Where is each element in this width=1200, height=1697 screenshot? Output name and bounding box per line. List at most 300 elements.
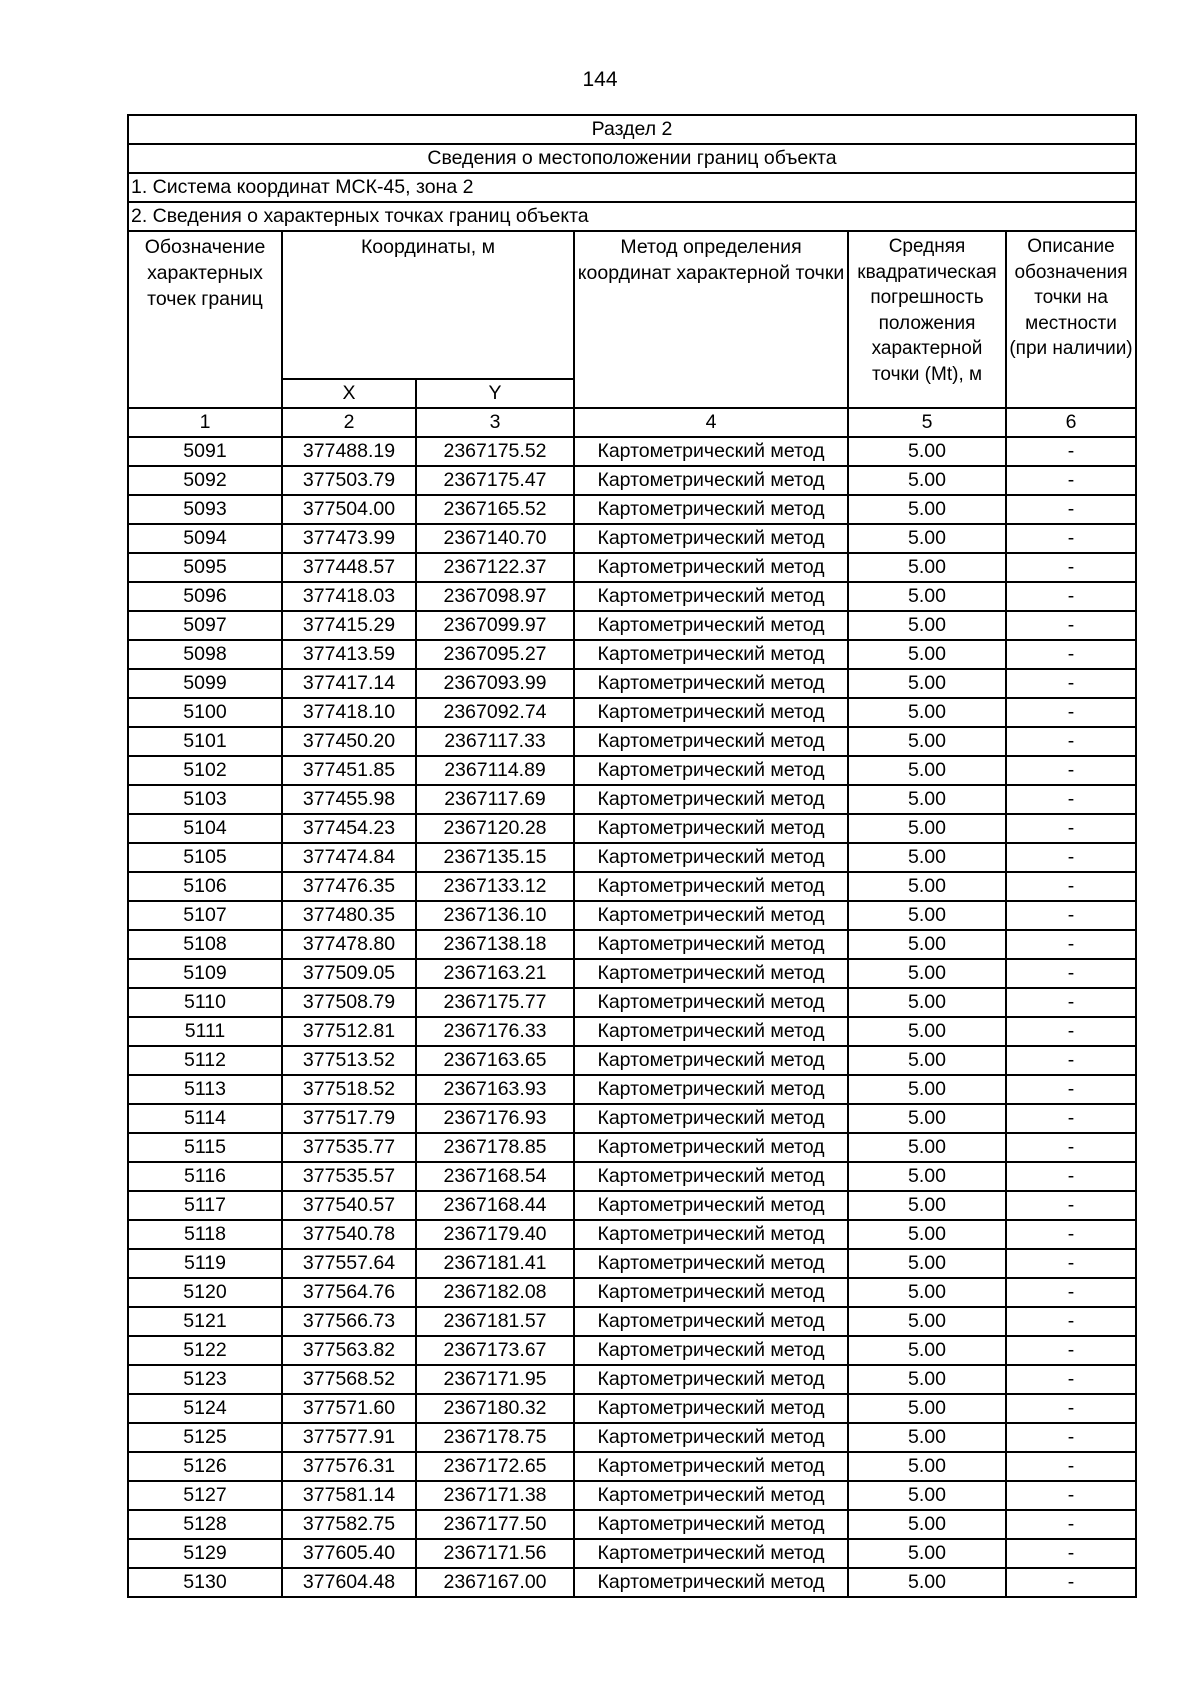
cell-method: Картометрический метод bbox=[574, 466, 848, 495]
cell-point: 5124 bbox=[128, 1394, 282, 1423]
table-row bbox=[128, 698, 1136, 727]
cell-error: 5.00 bbox=[848, 1481, 1006, 1510]
section-subtitle-row bbox=[128, 144, 1136, 173]
cell-x: 377571.60 bbox=[282, 1394, 416, 1423]
cell-point: 5115 bbox=[128, 1133, 282, 1162]
column-number: 6 bbox=[1006, 408, 1136, 437]
table-row bbox=[128, 466, 1136, 495]
cell-error: 5.00 bbox=[848, 1365, 1006, 1394]
cell-description: - bbox=[1006, 553, 1136, 582]
cell-method: Картометрический метод bbox=[574, 872, 848, 901]
table-row bbox=[128, 1510, 1136, 1539]
cell-x: 377508.79 bbox=[282, 988, 416, 1017]
cell-method: Картометрический метод bbox=[574, 1481, 848, 1510]
table-row bbox=[128, 1481, 1136, 1510]
cell-error: 5.00 bbox=[848, 1220, 1006, 1249]
cell-error: 5.00 bbox=[848, 1510, 1006, 1539]
cell-point: 5109 bbox=[128, 959, 282, 988]
table-row bbox=[128, 640, 1136, 669]
cell-y: 2367181.41 bbox=[416, 1249, 574, 1278]
cell-method: Картометрический метод bbox=[574, 1046, 848, 1075]
cell-x: 377605.40 bbox=[282, 1539, 416, 1568]
cell-x: 377557.64 bbox=[282, 1249, 416, 1278]
table-row bbox=[128, 1307, 1136, 1336]
cell-y: 2367171.56 bbox=[416, 1539, 574, 1568]
coordinate-system-row bbox=[128, 173, 1136, 202]
table-row bbox=[128, 1075, 1136, 1104]
cell-description: - bbox=[1006, 1046, 1136, 1075]
column-number: 1 bbox=[128, 408, 282, 437]
cell-x: 377476.35 bbox=[282, 872, 416, 901]
table-row bbox=[128, 495, 1136, 524]
table-row bbox=[128, 1191, 1136, 1220]
cell-x: 377474.84 bbox=[282, 843, 416, 872]
cell-point: 5129 bbox=[128, 1539, 282, 1568]
cell-error: 5.00 bbox=[848, 814, 1006, 843]
cell-description: - bbox=[1006, 466, 1136, 495]
cell-error: 5.00 bbox=[848, 553, 1006, 582]
cell-y: 2367138.18 bbox=[416, 930, 574, 959]
cell-point: 5119 bbox=[128, 1249, 282, 1278]
table-row bbox=[128, 1133, 1136, 1162]
cell-y: 2367171.95 bbox=[416, 1365, 574, 1394]
header-description: Описание обозначения точки на местности (при наличии) bbox=[1006, 231, 1136, 408]
cell-method: Картометрический метод bbox=[574, 843, 848, 872]
cell-description: - bbox=[1006, 640, 1136, 669]
table-row bbox=[128, 1452, 1136, 1481]
table-row bbox=[128, 1278, 1136, 1307]
cell-x: 377480.35 bbox=[282, 901, 416, 930]
cell-y: 2367178.85 bbox=[416, 1133, 574, 1162]
cell-description: - bbox=[1006, 1394, 1136, 1423]
cell-error: 5.00 bbox=[848, 437, 1006, 466]
cell-description: - bbox=[1006, 1423, 1136, 1452]
table-row bbox=[128, 901, 1136, 930]
cell-method: Картометрический метод bbox=[574, 1191, 848, 1220]
cell-error: 5.00 bbox=[848, 1046, 1006, 1075]
cell-error: 5.00 bbox=[848, 1075, 1006, 1104]
points-info-label: 2. Сведения о характерных точках границ объекта bbox=[128, 202, 1136, 231]
cell-description: - bbox=[1006, 872, 1136, 901]
table-row bbox=[128, 1017, 1136, 1046]
cell-description: - bbox=[1006, 611, 1136, 640]
cell-method: Картометрический метод bbox=[574, 640, 848, 669]
table-row bbox=[128, 1162, 1136, 1191]
cell-point: 5100 bbox=[128, 698, 282, 727]
cell-error: 5.00 bbox=[848, 872, 1006, 901]
cell-y: 2367175.52 bbox=[416, 437, 574, 466]
column-number: 3 bbox=[416, 408, 574, 437]
cell-error: 5.00 bbox=[848, 611, 1006, 640]
cell-error: 5.00 bbox=[848, 785, 1006, 814]
table-row bbox=[128, 1104, 1136, 1133]
cell-y: 2367171.38 bbox=[416, 1481, 574, 1510]
cell-description: - bbox=[1006, 901, 1136, 930]
cell-x: 377513.52 bbox=[282, 1046, 416, 1075]
cell-point: 5093 bbox=[128, 495, 282, 524]
cell-error: 5.00 bbox=[848, 1162, 1006, 1191]
cell-y: 2367177.50 bbox=[416, 1510, 574, 1539]
cell-x: 377509.05 bbox=[282, 959, 416, 988]
cell-method: Картометрический метод bbox=[574, 727, 848, 756]
cell-method: Картометрический метод bbox=[574, 1133, 848, 1162]
cell-y: 2367163.93 bbox=[416, 1075, 574, 1104]
cell-y: 2367182.08 bbox=[416, 1278, 574, 1307]
table-row bbox=[128, 1046, 1136, 1075]
cell-point: 5101 bbox=[128, 727, 282, 756]
cell-error: 5.00 bbox=[848, 1249, 1006, 1278]
cell-point: 5096 bbox=[128, 582, 282, 611]
points-info-row bbox=[128, 202, 1136, 231]
cell-point: 5107 bbox=[128, 901, 282, 930]
table-row bbox=[128, 1365, 1136, 1394]
cell-point: 5092 bbox=[128, 466, 282, 495]
cell-x: 377450.20 bbox=[282, 727, 416, 756]
cell-method: Картометрический метод bbox=[574, 1452, 848, 1481]
cell-error: 5.00 bbox=[848, 1133, 1006, 1162]
cell-method: Картометрический метод bbox=[574, 1423, 848, 1452]
header-method: Метод определения координат характерной точки bbox=[574, 231, 848, 408]
cell-method: Картометрический метод bbox=[574, 814, 848, 843]
cell-description: - bbox=[1006, 1365, 1136, 1394]
cell-method: Картометрический метод bbox=[574, 524, 848, 553]
header-point: Обозначение характерных точек границ bbox=[128, 231, 282, 408]
cell-description: - bbox=[1006, 814, 1136, 843]
cell-description: - bbox=[1006, 1133, 1136, 1162]
coordinate-system-label: 1. Система координат МСК-45, зона 2 bbox=[128, 173, 1136, 202]
cell-x: 377563.82 bbox=[282, 1336, 416, 1365]
cell-x: 377540.78 bbox=[282, 1220, 416, 1249]
table-row bbox=[128, 1423, 1136, 1452]
cell-y: 2367140.70 bbox=[416, 524, 574, 553]
cell-x: 377473.99 bbox=[282, 524, 416, 553]
cell-point: 5114 bbox=[128, 1104, 282, 1133]
cell-y: 2367122.37 bbox=[416, 553, 574, 582]
table-row bbox=[128, 1539, 1136, 1568]
cell-method: Картометрический метод bbox=[574, 1162, 848, 1191]
cell-description: - bbox=[1006, 785, 1136, 814]
table-row bbox=[128, 959, 1136, 988]
table-row bbox=[128, 843, 1136, 872]
cell-y: 2367180.32 bbox=[416, 1394, 574, 1423]
section-title: Раздел 2 bbox=[128, 115, 1136, 144]
cell-y: 2367136.10 bbox=[416, 901, 574, 930]
cell-error: 5.00 bbox=[848, 1539, 1006, 1568]
cell-description: - bbox=[1006, 843, 1136, 872]
cell-point: 5125 bbox=[128, 1423, 282, 1452]
table-row bbox=[128, 988, 1136, 1017]
cell-point: 5098 bbox=[128, 640, 282, 669]
cell-y: 2367135.15 bbox=[416, 843, 574, 872]
cell-method: Картометрический метод bbox=[574, 1104, 848, 1133]
cell-x: 377577.91 bbox=[282, 1423, 416, 1452]
cell-point: 5121 bbox=[128, 1307, 282, 1336]
table-row bbox=[128, 756, 1136, 785]
cell-point: 5091 bbox=[128, 437, 282, 466]
cell-error: 5.00 bbox=[848, 756, 1006, 785]
cell-method: Картометрический метод bbox=[574, 1278, 848, 1307]
cell-error: 5.00 bbox=[848, 669, 1006, 698]
cell-description: - bbox=[1006, 495, 1136, 524]
cell-description: - bbox=[1006, 930, 1136, 959]
cell-description: - bbox=[1006, 437, 1136, 466]
cell-y: 2367114.89 bbox=[416, 756, 574, 785]
cell-point: 5111 bbox=[128, 1017, 282, 1046]
cell-description: - bbox=[1006, 1568, 1136, 1597]
cell-x: 377517.79 bbox=[282, 1104, 416, 1133]
cell-error: 5.00 bbox=[848, 1191, 1006, 1220]
cell-description: - bbox=[1006, 959, 1136, 988]
cell-method: Картометрический метод bbox=[574, 785, 848, 814]
column-number: 4 bbox=[574, 408, 848, 437]
cell-description: - bbox=[1006, 1278, 1136, 1307]
cell-x: 377448.57 bbox=[282, 553, 416, 582]
cell-description: - bbox=[1006, 1307, 1136, 1336]
cell-description: - bbox=[1006, 1104, 1136, 1133]
cell-description: - bbox=[1006, 524, 1136, 553]
cell-y: 2367117.69 bbox=[416, 785, 574, 814]
cell-error: 5.00 bbox=[848, 901, 1006, 930]
cell-y: 2367178.75 bbox=[416, 1423, 574, 1452]
cell-point: 5105 bbox=[128, 843, 282, 872]
cell-error: 5.00 bbox=[848, 1423, 1006, 1452]
section-title-row bbox=[128, 115, 1136, 144]
cell-point: 5127 bbox=[128, 1481, 282, 1510]
cell-error: 5.00 bbox=[848, 495, 1006, 524]
cell-x: 377451.85 bbox=[282, 756, 416, 785]
cell-point: 5102 bbox=[128, 756, 282, 785]
cell-point: 5104 bbox=[128, 814, 282, 843]
cell-y: 2367120.28 bbox=[416, 814, 574, 843]
cell-description: - bbox=[1006, 1249, 1136, 1278]
cell-point: 5122 bbox=[128, 1336, 282, 1365]
cell-method: Картометрический метод bbox=[574, 698, 848, 727]
cell-method: Картометрический метод bbox=[574, 1365, 848, 1394]
cell-error: 5.00 bbox=[848, 959, 1006, 988]
cell-method: Картометрический метод bbox=[574, 959, 848, 988]
table-row bbox=[128, 553, 1136, 582]
cell-error: 5.00 bbox=[848, 930, 1006, 959]
cell-description: - bbox=[1006, 1481, 1136, 1510]
cell-point: 5116 bbox=[128, 1162, 282, 1191]
cell-y: 2367176.33 bbox=[416, 1017, 574, 1046]
cell-x: 377512.81 bbox=[282, 1017, 416, 1046]
cell-x: 377568.52 bbox=[282, 1365, 416, 1394]
cell-x: 377582.75 bbox=[282, 1510, 416, 1539]
cell-point: 5110 bbox=[128, 988, 282, 1017]
cell-y: 2367093.99 bbox=[416, 669, 574, 698]
cell-y: 2367173.67 bbox=[416, 1336, 574, 1365]
cell-x: 377478.80 bbox=[282, 930, 416, 959]
cell-method: Картометрический метод bbox=[574, 611, 848, 640]
table-row bbox=[128, 930, 1136, 959]
cell-x: 377504.00 bbox=[282, 495, 416, 524]
table-row bbox=[128, 872, 1136, 901]
cell-point: 5118 bbox=[128, 1220, 282, 1249]
cell-description: - bbox=[1006, 698, 1136, 727]
cell-method: Картометрический метод bbox=[574, 1394, 848, 1423]
coordinates-table bbox=[127, 114, 1137, 1598]
cell-x: 377455.98 bbox=[282, 785, 416, 814]
cell-method: Картометрический метод bbox=[574, 988, 848, 1017]
cell-point: 5123 bbox=[128, 1365, 282, 1394]
cell-point: 5130 bbox=[128, 1568, 282, 1597]
cell-error: 5.00 bbox=[848, 727, 1006, 756]
table-row bbox=[128, 524, 1136, 553]
cell-description: - bbox=[1006, 582, 1136, 611]
cell-error: 5.00 bbox=[848, 1307, 1006, 1336]
cell-point: 5106 bbox=[128, 872, 282, 901]
cell-error: 5.00 bbox=[848, 640, 1006, 669]
cell-x: 377488.19 bbox=[282, 437, 416, 466]
cell-description: - bbox=[1006, 988, 1136, 1017]
cell-method: Картометрический метод bbox=[574, 669, 848, 698]
cell-description: - bbox=[1006, 1220, 1136, 1249]
table-row bbox=[128, 1336, 1136, 1365]
cell-y: 2367175.77 bbox=[416, 988, 574, 1017]
table-row bbox=[128, 437, 1136, 466]
cell-x: 377418.10 bbox=[282, 698, 416, 727]
cell-description: - bbox=[1006, 1510, 1136, 1539]
cell-point: 5103 bbox=[128, 785, 282, 814]
cell-y: 2367168.54 bbox=[416, 1162, 574, 1191]
cell-y: 2367168.44 bbox=[416, 1191, 574, 1220]
cell-x: 377454.23 bbox=[282, 814, 416, 843]
cell-description: - bbox=[1006, 1336, 1136, 1365]
cell-point: 5113 bbox=[128, 1075, 282, 1104]
cell-y: 2367163.65 bbox=[416, 1046, 574, 1075]
table-row bbox=[128, 727, 1136, 756]
cell-point: 5099 bbox=[128, 669, 282, 698]
cell-error: 5.00 bbox=[848, 1336, 1006, 1365]
cell-point: 5094 bbox=[128, 524, 282, 553]
cell-y: 2367133.12 bbox=[416, 872, 574, 901]
cell-y: 2367095.27 bbox=[416, 640, 574, 669]
cell-method: Картометрический метод bbox=[574, 1307, 848, 1336]
cell-error: 5.00 bbox=[848, 843, 1006, 872]
cell-y: 2367172.65 bbox=[416, 1452, 574, 1481]
cell-point: 5117 bbox=[128, 1191, 282, 1220]
header-error: Средняя квадратическая погрешность положения характерной точки (Mt), м bbox=[848, 231, 1006, 408]
section-subtitle: Сведения о местоположении границ объекта bbox=[128, 144, 1136, 173]
cell-x: 377566.73 bbox=[282, 1307, 416, 1336]
cell-method: Картометрический метод bbox=[574, 756, 848, 785]
column-number: 2 bbox=[282, 408, 416, 437]
cell-y: 2367117.33 bbox=[416, 727, 574, 756]
cell-x: 377413.59 bbox=[282, 640, 416, 669]
cell-y: 2367098.97 bbox=[416, 582, 574, 611]
cell-error: 5.00 bbox=[848, 698, 1006, 727]
column-header-row bbox=[128, 231, 1136, 379]
table-row bbox=[128, 669, 1136, 698]
table-row bbox=[128, 785, 1136, 814]
cell-method: Картометрический метод bbox=[574, 901, 848, 930]
cell-x: 377535.77 bbox=[282, 1133, 416, 1162]
cell-y: 2367099.97 bbox=[416, 611, 574, 640]
cell-x: 377518.52 bbox=[282, 1075, 416, 1104]
cell-point: 5108 bbox=[128, 930, 282, 959]
column-number: 5 bbox=[848, 408, 1006, 437]
cell-point: 5112 bbox=[128, 1046, 282, 1075]
cell-y: 2367175.47 bbox=[416, 466, 574, 495]
cell-error: 5.00 bbox=[848, 1278, 1006, 1307]
cell-error: 5.00 bbox=[848, 1104, 1006, 1133]
cell-error: 5.00 bbox=[848, 466, 1006, 495]
cell-x: 377535.57 bbox=[282, 1162, 416, 1191]
cell-method: Картометрический метод bbox=[574, 1075, 848, 1104]
cell-method: Картометрический метод bbox=[574, 582, 848, 611]
cell-error: 5.00 bbox=[848, 1017, 1006, 1046]
cell-x: 377604.48 bbox=[282, 1568, 416, 1597]
cell-x: 377415.29 bbox=[282, 611, 416, 640]
cell-description: - bbox=[1006, 1539, 1136, 1568]
column-numbers-row bbox=[128, 408, 1136, 437]
cell-x: 377576.31 bbox=[282, 1452, 416, 1481]
cell-description: - bbox=[1006, 669, 1136, 698]
cell-description: - bbox=[1006, 727, 1136, 756]
cell-error: 5.00 bbox=[848, 582, 1006, 611]
table-row bbox=[128, 611, 1136, 640]
cell-description: - bbox=[1006, 756, 1136, 785]
cell-point: 5095 bbox=[128, 553, 282, 582]
cell-y: 2367179.40 bbox=[416, 1220, 574, 1249]
cell-method: Картометрический метод bbox=[574, 1510, 848, 1539]
cell-error: 5.00 bbox=[848, 524, 1006, 553]
cell-method: Картометрический метод bbox=[574, 1249, 848, 1278]
cell-point: 5128 bbox=[128, 1510, 282, 1539]
cell-y: 2367167.00 bbox=[416, 1568, 574, 1597]
cell-method: Картометрический метод bbox=[574, 1220, 848, 1249]
cell-method: Картометрический метод bbox=[574, 437, 848, 466]
cell-point: 5120 bbox=[128, 1278, 282, 1307]
page-number: 144 bbox=[582, 68, 618, 91]
cell-y: 2367181.57 bbox=[416, 1307, 574, 1336]
cell-method: Картометрический метод bbox=[574, 553, 848, 582]
cell-method: Картометрический метод bbox=[574, 495, 848, 524]
cell-point: 5126 bbox=[128, 1452, 282, 1481]
cell-x: 377581.14 bbox=[282, 1481, 416, 1510]
table-row bbox=[128, 582, 1136, 611]
cell-error: 5.00 bbox=[848, 988, 1006, 1017]
cell-description: - bbox=[1006, 1075, 1136, 1104]
table-row bbox=[128, 1249, 1136, 1278]
cell-x: 377540.57 bbox=[282, 1191, 416, 1220]
cell-y: 2367163.21 bbox=[416, 959, 574, 988]
cell-y: 2367176.93 bbox=[416, 1104, 574, 1133]
cell-description: - bbox=[1006, 1452, 1136, 1481]
cell-y: 2367165.52 bbox=[416, 495, 574, 524]
header-y: Y bbox=[416, 379, 574, 408]
cell-x: 377564.76 bbox=[282, 1278, 416, 1307]
cell-method: Картометрический метод bbox=[574, 930, 848, 959]
cell-method: Картометрический метод bbox=[574, 1017, 848, 1046]
cell-method: Картометрический метод bbox=[574, 1336, 848, 1365]
cell-x: 377417.14 bbox=[282, 669, 416, 698]
cell-error: 5.00 bbox=[848, 1568, 1006, 1597]
cell-error: 5.00 bbox=[848, 1394, 1006, 1423]
cell-point: 5097 bbox=[128, 611, 282, 640]
header-x: X bbox=[282, 379, 416, 408]
table-row bbox=[128, 1220, 1136, 1249]
cell-method: Картометрический метод bbox=[574, 1539, 848, 1568]
table-row bbox=[128, 1394, 1136, 1423]
cell-x: 377503.79 bbox=[282, 466, 416, 495]
header-coordinates: Координаты, м bbox=[282, 231, 574, 379]
cell-method: Картометрический метод bbox=[574, 1568, 848, 1597]
table-row bbox=[128, 814, 1136, 843]
cell-error: 5.00 bbox=[848, 1452, 1006, 1481]
cell-description: - bbox=[1006, 1017, 1136, 1046]
